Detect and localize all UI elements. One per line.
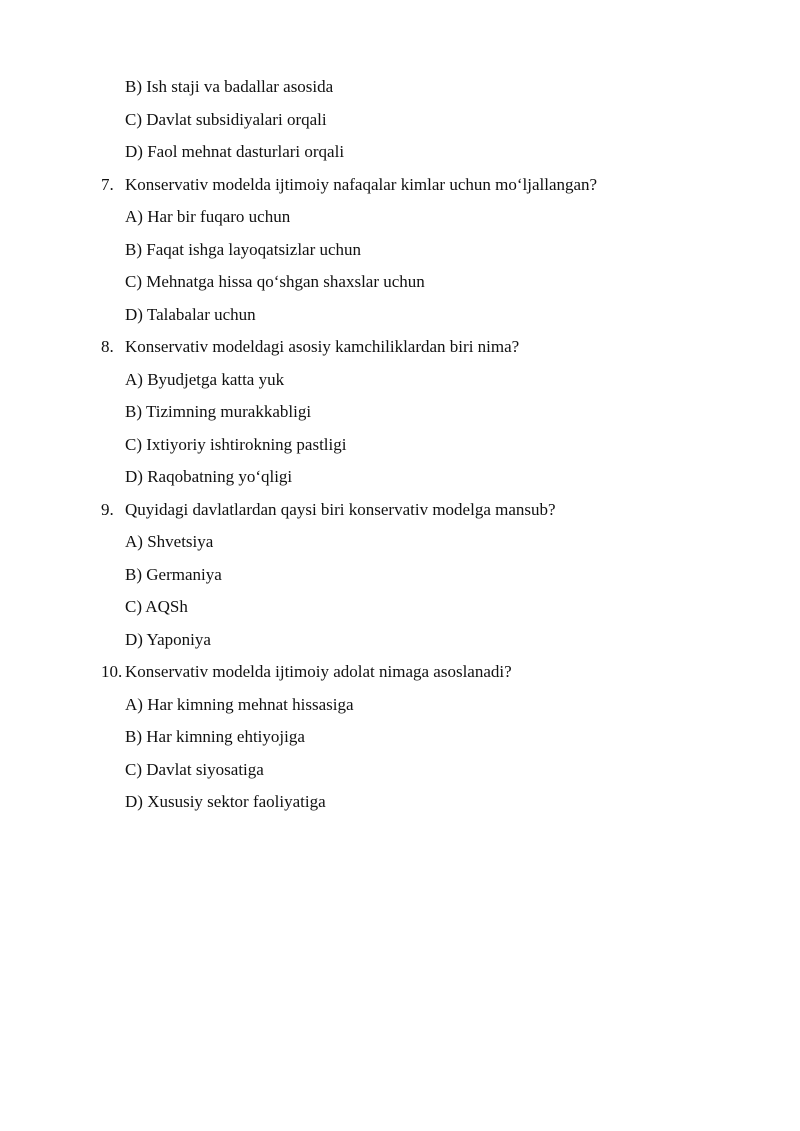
question-number: 8. [101,337,114,356]
option-line: B) Germaniya [125,564,222,584]
option-line: C) Davlat subsidiyalari orqali [125,109,327,129]
question-8 [0,331,800,364]
question-text: Konservativ modeldagi asosiy kamchiliklardan biri nima? [125,337,520,356]
question-9 [0,494,800,527]
option-line: B) Har kimning ehtiyojiga [125,727,305,746]
question-10 [0,656,800,689]
option-line: C) AQSh [125,597,188,616]
option-line: A) Byudjetga katta yuk [125,369,285,389]
option-line: D) Faol mehnat dasturlari orqali [125,142,345,161]
option-line: D) Talabalar uchun [125,304,256,324]
option-line: C) Davlat siyosatiga [125,759,264,779]
question-number: 9. [101,499,114,519]
option-line: B) Ish staji va badallar asosida [125,77,334,96]
option-line: D) Yaponiya [125,629,211,649]
option-line: A) Har bir fuqaro uchun [125,207,291,226]
question-number: 10. [101,662,123,681]
option-line: D) Xususiy sektor faoliyatiga [125,792,326,811]
question-text: Konservativ modelda ijtimoiy adolat nimaga asoslanadi? [125,662,512,681]
option-line: B) Tizimning murakkabligi [125,402,312,421]
option-line: C) Ixtiyoriy ishtirokning pastligi [125,434,347,454]
question-text: Konservativ modelda ijtimoiy nafaqalar kimlar uchun mo‘ljallangan? [125,174,598,194]
option-line: A) Shvetsiya [125,532,214,551]
question-7 [0,169,800,202]
option-line: D) Raqobatning yo‘qligi [125,467,293,486]
option-line: A) Har kimning mehnat hissasiga [125,694,354,714]
question-text: Quyidagi davlatlardan qaysi biri konservativ modelga mansub? [125,499,556,519]
question-number: 7. [101,174,114,194]
option-line: C) Mehnatga hissa qo‘shgan shaxslar uchun [125,272,425,291]
question-list [0,71,800,819]
option-line: B) Faqat ishga layoqatsizlar uchun [125,239,362,259]
